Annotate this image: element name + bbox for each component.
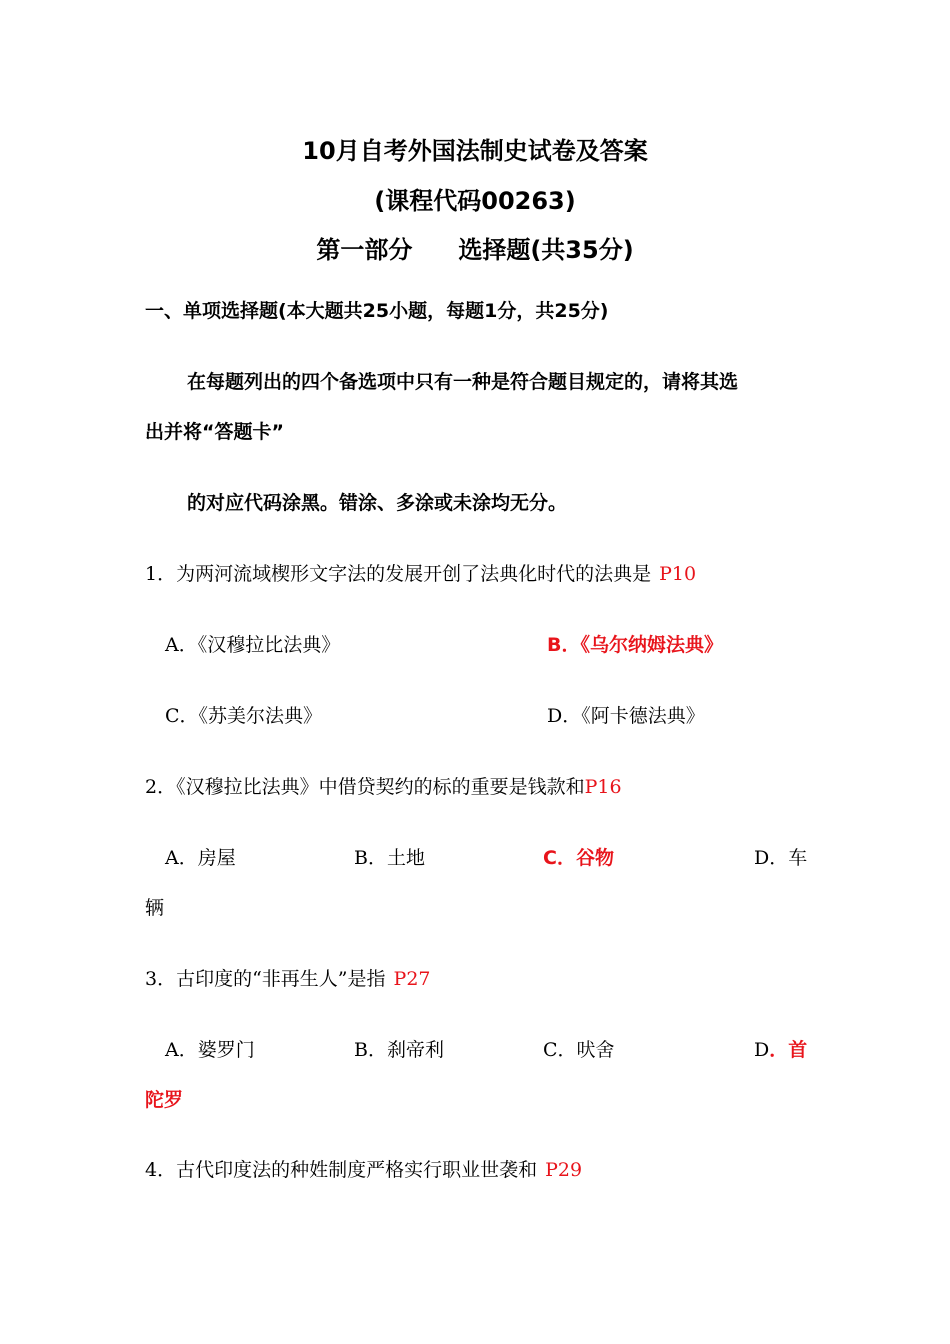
page-ref: P27 xyxy=(393,968,431,990)
q1-option-d: D．《阿卡德法典》 xyxy=(547,705,705,727)
q1-option-c: C．《苏美尔法典》 xyxy=(165,705,323,727)
q2-option-d-wrap: 辆 xyxy=(145,897,165,919)
page-ref: P10 xyxy=(659,563,697,585)
question-text: 4．古代印度法的种姓制度严格实行职业世袭和 xyxy=(145,1159,538,1181)
q3-option-d-answer xyxy=(754,1037,807,1063)
question-text: 3．古印度的“非再生人”是指 xyxy=(145,968,386,990)
q1-option-a: A．《汉穆拉比法典》 xyxy=(165,634,341,656)
option-letter: D xyxy=(754,1039,770,1061)
question-2-stem xyxy=(145,774,622,800)
q2-option-d: D．车 xyxy=(754,847,808,869)
instruction-line-1: 在每题列出的四个备选项中只有一种是符合题目规定的，请将其选 xyxy=(187,371,739,393)
part-heading xyxy=(0,235,950,265)
q3-option-c: C．吠舍 xyxy=(543,1039,615,1061)
question-4-stem xyxy=(145,1157,582,1183)
q3-option-a: A．婆罗门 xyxy=(165,1039,255,1061)
page-ref: P16 xyxy=(584,776,622,798)
part-label: 第一部分 xyxy=(316,236,413,264)
q1-option-b-answer: B．《乌尔纳姆法典》 xyxy=(547,634,723,656)
course-code: (课程代码00263) xyxy=(374,187,576,215)
document-title: 10月自考外国法制史试卷及答案 xyxy=(302,137,648,165)
page-ref: P29 xyxy=(545,1159,583,1181)
q3-option-d-wrap: 陀罗 xyxy=(145,1089,184,1111)
question-text: 1．为两河流域楔形文字法的发展开创了法典化时代的法典是 xyxy=(145,563,652,585)
instruction-line-2: 出并将“答题卡” xyxy=(145,421,284,443)
part-title: 选择题(共35分) xyxy=(458,236,634,264)
question-1-stem xyxy=(145,561,696,587)
instruction-line-3: 的对应代码涂黑。错涂、多涂或未涂均无分。 xyxy=(187,492,568,514)
question-text: 2．《汉穆拉比法典》中借贷契约的标的重要是钱款和 xyxy=(145,776,585,798)
option-text: ．首 xyxy=(769,1039,808,1061)
q3-option-b: B．刹帝利 xyxy=(354,1039,444,1061)
question-3-stem xyxy=(145,966,431,992)
section-heading: 一、单项选择题(本大题共25小题，每题1分，共25分) xyxy=(145,300,609,322)
q2-option-c-answer: C．谷物 xyxy=(543,847,614,869)
q2-option-a: A．房屋 xyxy=(165,847,236,869)
q2-option-b: B．土地 xyxy=(354,847,425,869)
